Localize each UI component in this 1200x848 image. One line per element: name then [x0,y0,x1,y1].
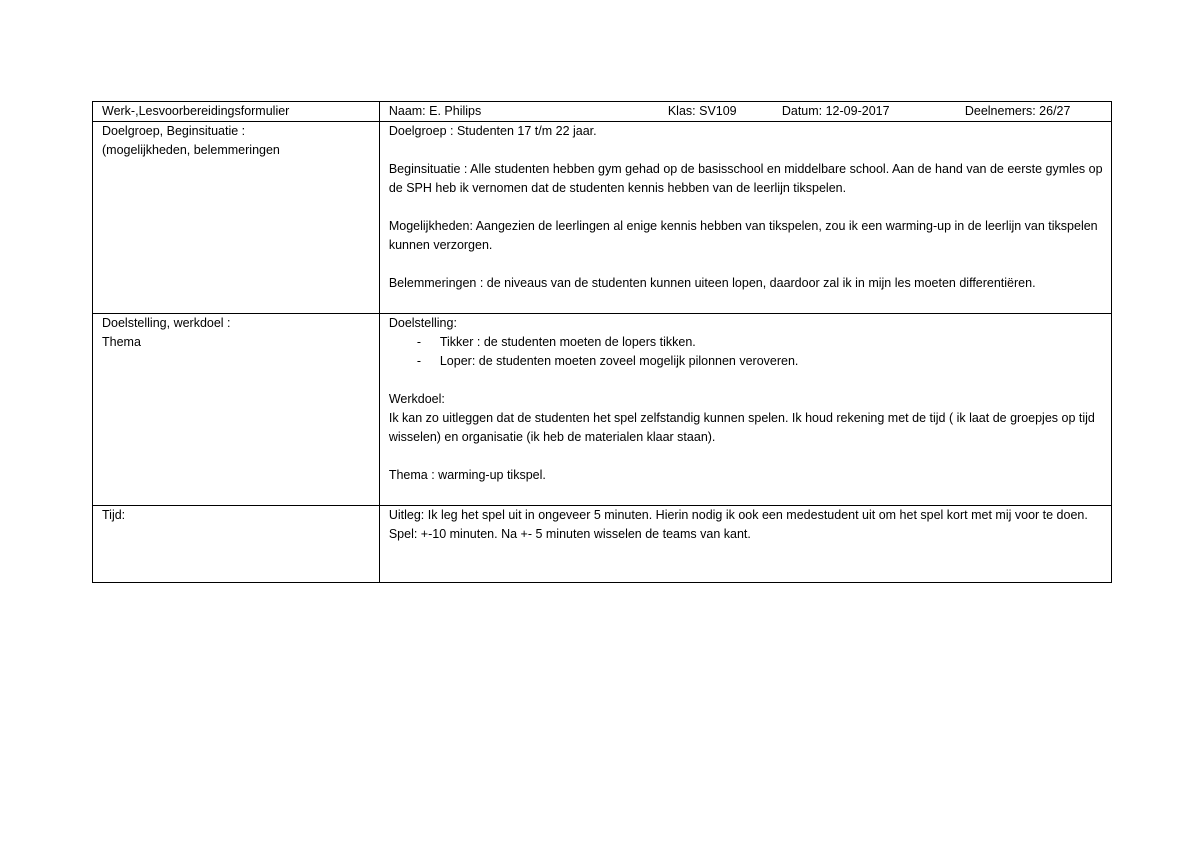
obstacles-text: Belemmeringen : de niveaus van de studenten kunnen uiteen lopen, daardoor zal ik in mijn les moeten differentiëren. [388,276,1036,290]
objective-row [93,314,1112,506]
header-info-cell [379,102,1111,122]
target-group-label: Doelgroep, Beginsituatie : [102,124,246,138]
time-content-cell [379,506,1111,583]
form-title-cell [93,102,380,122]
objective-list [389,333,1103,371]
name-field: Naam: E. Philips [388,104,482,118]
time-label-cell [93,506,380,583]
time-label: Tijd: [102,508,126,522]
time-row [93,506,1112,583]
participants-field: Deelnemers: 26/27 [964,104,1071,118]
target-group-label-cell [93,122,380,314]
form-title: Werk-,Lesvoorbereidingsformulier [102,104,290,118]
objective-label: Doelstelling, werkdoel : [102,316,231,330]
class-field: Klas: SV109 [667,104,737,118]
work-goal-text: Ik kan zo uitleggen dat de studenten het spel zelfstandig kunnen spelen. Ik houd rekening met de tijd ( ik laat de groepjes op tijd wisselen) en organisatie (ik heb de materialen klaar staan). [388,411,1095,444]
work-goal-heading: Werkdoel: [388,392,445,406]
starting-situation-text: Beginsituatie : Alle studenten hebben gym gehad op de basisschool en middelbare school. Aan de hand van de eerste gymles op de SPH heb ik vernomen dat de studenten kennis hebben van de leerlijn tikspelen. [388,162,1103,195]
lesson-prep-form-table [92,101,1112,583]
target-group-sublabel: (mogelijkheden, belemmeringen [102,143,280,157]
date-field: Datum: 12-09-2017 [781,104,890,118]
objective-content-cell [379,314,1111,506]
target-group-text: Doelgroep : Studenten 17 t/m 22 jaar. [388,124,597,138]
target-group-content-cell [379,122,1111,314]
list-item: - Loper: de studenten moeten zoveel mogelijk pilonnen veroveren. [417,352,1103,371]
theme-label: Thema [102,335,141,349]
objective-heading: Doelstelling: [388,316,457,330]
list-item: - Tikker : de studenten moeten de lopers tikken. [417,333,1103,352]
explanation-text: Uitleg: Ik leg het spel uit in ongeveer 5 minuten. Hierin nodig ik ook een medestudent uit om het spel kort met mij voor te doen. [388,508,1088,522]
target-group-row [93,122,1112,314]
objective-label-cell [93,314,380,506]
possibilities-text: Mogelijkheden: Aangezien de leerlingen al enige kennis hebben van tikspelen, zou ik een warming-up in de leerlijn van tikspelen kunnen verzorgen. [388,219,1098,252]
header-row [93,102,1112,122]
theme-text: Thema : warming-up tikspel. [388,468,546,482]
game-time-text: Spel: +-10 minuten. Na +- 5 minuten wisselen de teams van kant. [388,527,751,541]
